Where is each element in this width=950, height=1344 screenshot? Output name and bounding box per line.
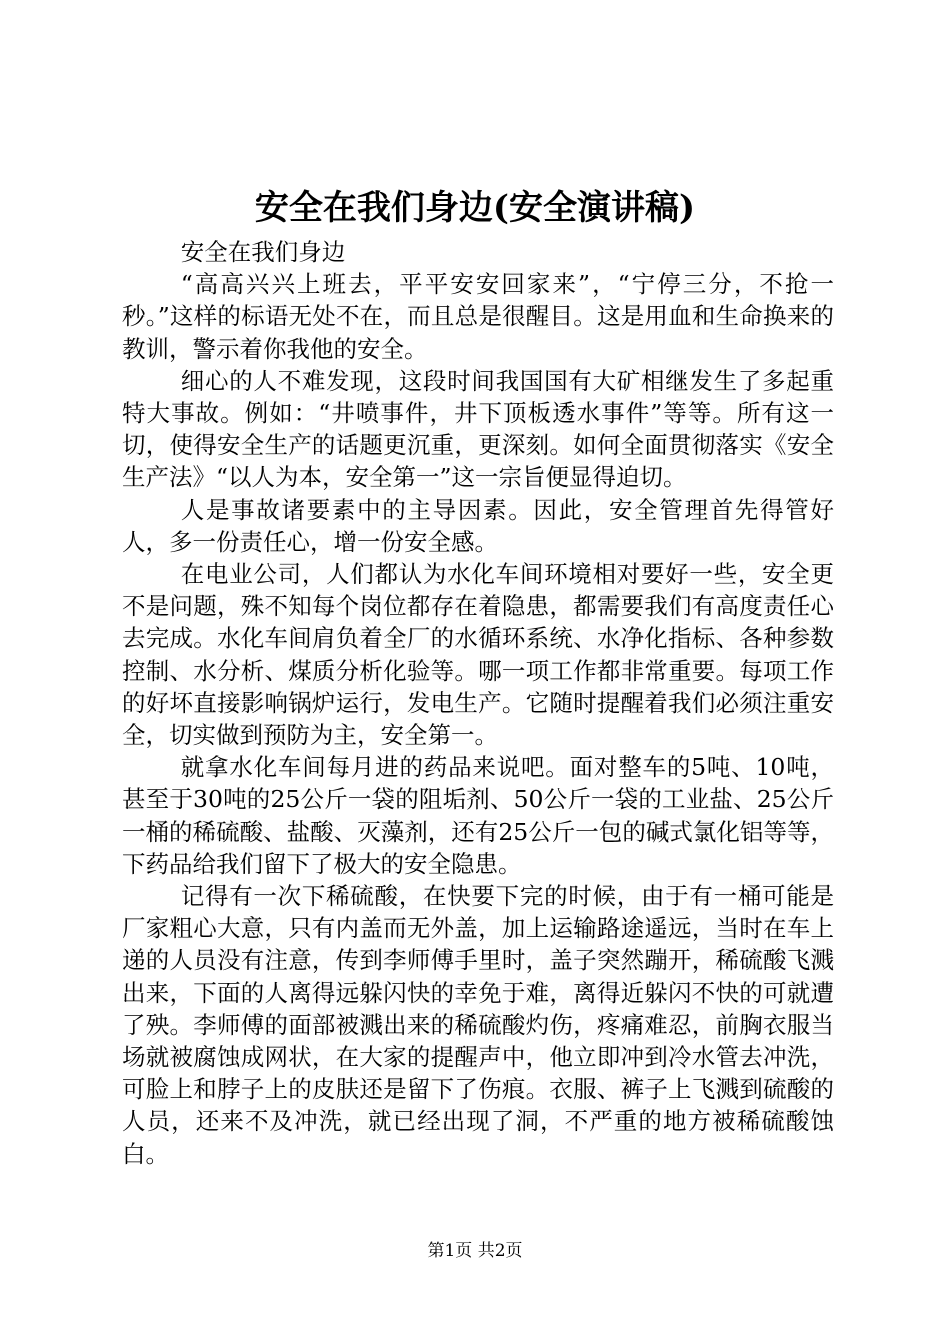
- document-body: [122, 236, 834, 1170]
- paragraph-human-factor: 人是事故诸要素中的主导因素。因此，安全管理首先得管好人，多一份责任心，增一份安全感。: [122, 495, 834, 556]
- page-footer: 第1页 共2页: [427, 1241, 523, 1261]
- paragraph-chemicals: 就拿水化车间每月进的药品来说吧。面对整车的5吨、10吨，甚至于30吨的25公斤一袋的阻垢剂、50公斤一袋的工业盐、25公斤一桶的稀硫酸、盐酸、灭藻剂，还有25公斤一包的碱式氯化铝等等，下药品给我们留下了极大的安全隐患。: [122, 753, 834, 878]
- paragraph-subtitle: 安全在我们身边: [180, 238, 346, 266]
- paragraph-acid-incident: 记得有一次下稀硫酸，在快要下完的时候，由于有一桶可能是厂家粗心大意，只有内盖而无外盖，加上运输路途遥远，当时在车上递的人员没有注意，传到李师傅手里时，盖子突然蹦开，稀硫酸飞溅出来，下面的人离得远躲闪快的幸免于难，离得近躲闪不快的可就遭了殃。李师傅的面部被溅出来的稀硫酸灼伤，疼痛难忍，前胸衣服当场就被腐蚀成网状，在大家的提醒声中，他立即冲到冷水管去冲洗，可脸上和脖子上的皮肤还是留下了伤痕。衣服、裤子上飞溅到硫酸的人员，还来不及冲洗，就已经出现了洞，不严重的地方被稀硫酸蚀白。: [122, 882, 834, 1168]
- paragraph-accidents: 细心的人不难发现，这段时间我国国有大矿相继发生了多起重特大事故。例如：“井喷事件，井下顶板透水事件”等等。所有这一切，使得安全生产的话题更沉重，更深刻。如何全面贯彻落实《安全生产法》“以人为本，安全第一”这一宗旨便显得迫切。: [122, 366, 834, 492]
- paragraph-slogans: “高高兴兴上班去，平平安安回家来”，“宁停三分，不抢一秒。”这样的标语无处不在，而且总是很醒目。这是用血和生命换来的教训，警示着你我他的安全。: [122, 270, 834, 363]
- paragraph-water-workshop: 在电业公司，人们都认为水化车间环境相对要好一些，安全更不是问题，殊不知每个岗位都存在着隐患，都需要我们有高度责任心去完成。水化车间肩负着全厂的水循环系统、水净化指标、各种参数控制、水分析、煤质分析化验等。哪一项工作都非常重要。每项工作的好坏直接影响锅炉运行，发电生产。它随时提醒着我们必须注重安全，切实做到预防为主，安全第一。: [122, 560, 834, 750]
- document-title: 安全在我们身边(安全演讲稿): [254, 188, 696, 228]
